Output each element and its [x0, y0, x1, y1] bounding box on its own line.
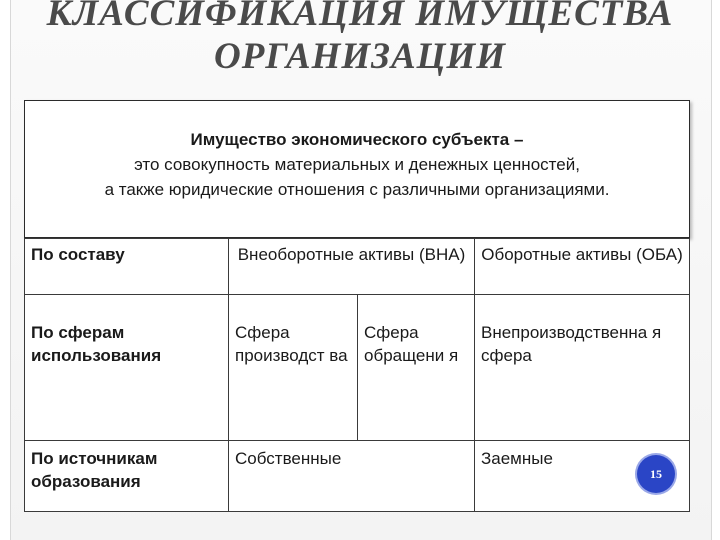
- production-sphere-text: Сфера производст ва: [235, 323, 348, 365]
- row-label-sources: [24, 440, 229, 512]
- row-label-usage-text: По сферам использования: [31, 323, 162, 365]
- title-line-1: КЛАССИФИКАЦИЯ ИМУЩЕСТВА: [46, 0, 674, 34]
- current-assets-text: Оборотные активы (ОБА): [481, 245, 683, 264]
- cell-production-sphere: [228, 294, 358, 441]
- row-label-usage: [24, 294, 229, 441]
- page-number-badge: [637, 455, 675, 493]
- row-label-composition: [24, 238, 229, 295]
- borrowed-sources-text: Заемные: [481, 449, 553, 468]
- cell-noncurrent-assets: [228, 238, 475, 295]
- cell-own-sources: [228, 440, 475, 512]
- definition-line-3: а также юридические отношения с различными организациями.: [104, 180, 610, 199]
- nonproduction-sphere-text: Внепроизводственна я сфера: [481, 323, 662, 365]
- page-number-text: 15: [650, 466, 662, 481]
- row-label-composition-text: По составу: [31, 245, 125, 264]
- row-label-sources-text: По источникам образования: [31, 449, 158, 491]
- noncurrent-assets-text: Внеоборотные активы (ВНА): [237, 245, 466, 264]
- cell-nonproduction-sphere: [474, 294, 690, 441]
- definition-box: [24, 100, 690, 238]
- title-line-2: ОРГАНИЗАЦИИ: [214, 36, 506, 77]
- cell-circulation-sphere: [357, 294, 475, 441]
- slide-title: [0, 0, 720, 78]
- definition-heading: Имущество экономического субъекта –: [190, 130, 524, 149]
- own-sources-text: Собственные: [235, 449, 342, 468]
- circulation-sphere-text: Сфера обращени я: [364, 323, 459, 365]
- definition-line-2: это совокупность материальных и денежных ценностей,: [134, 155, 580, 174]
- cell-current-assets: [474, 238, 690, 295]
